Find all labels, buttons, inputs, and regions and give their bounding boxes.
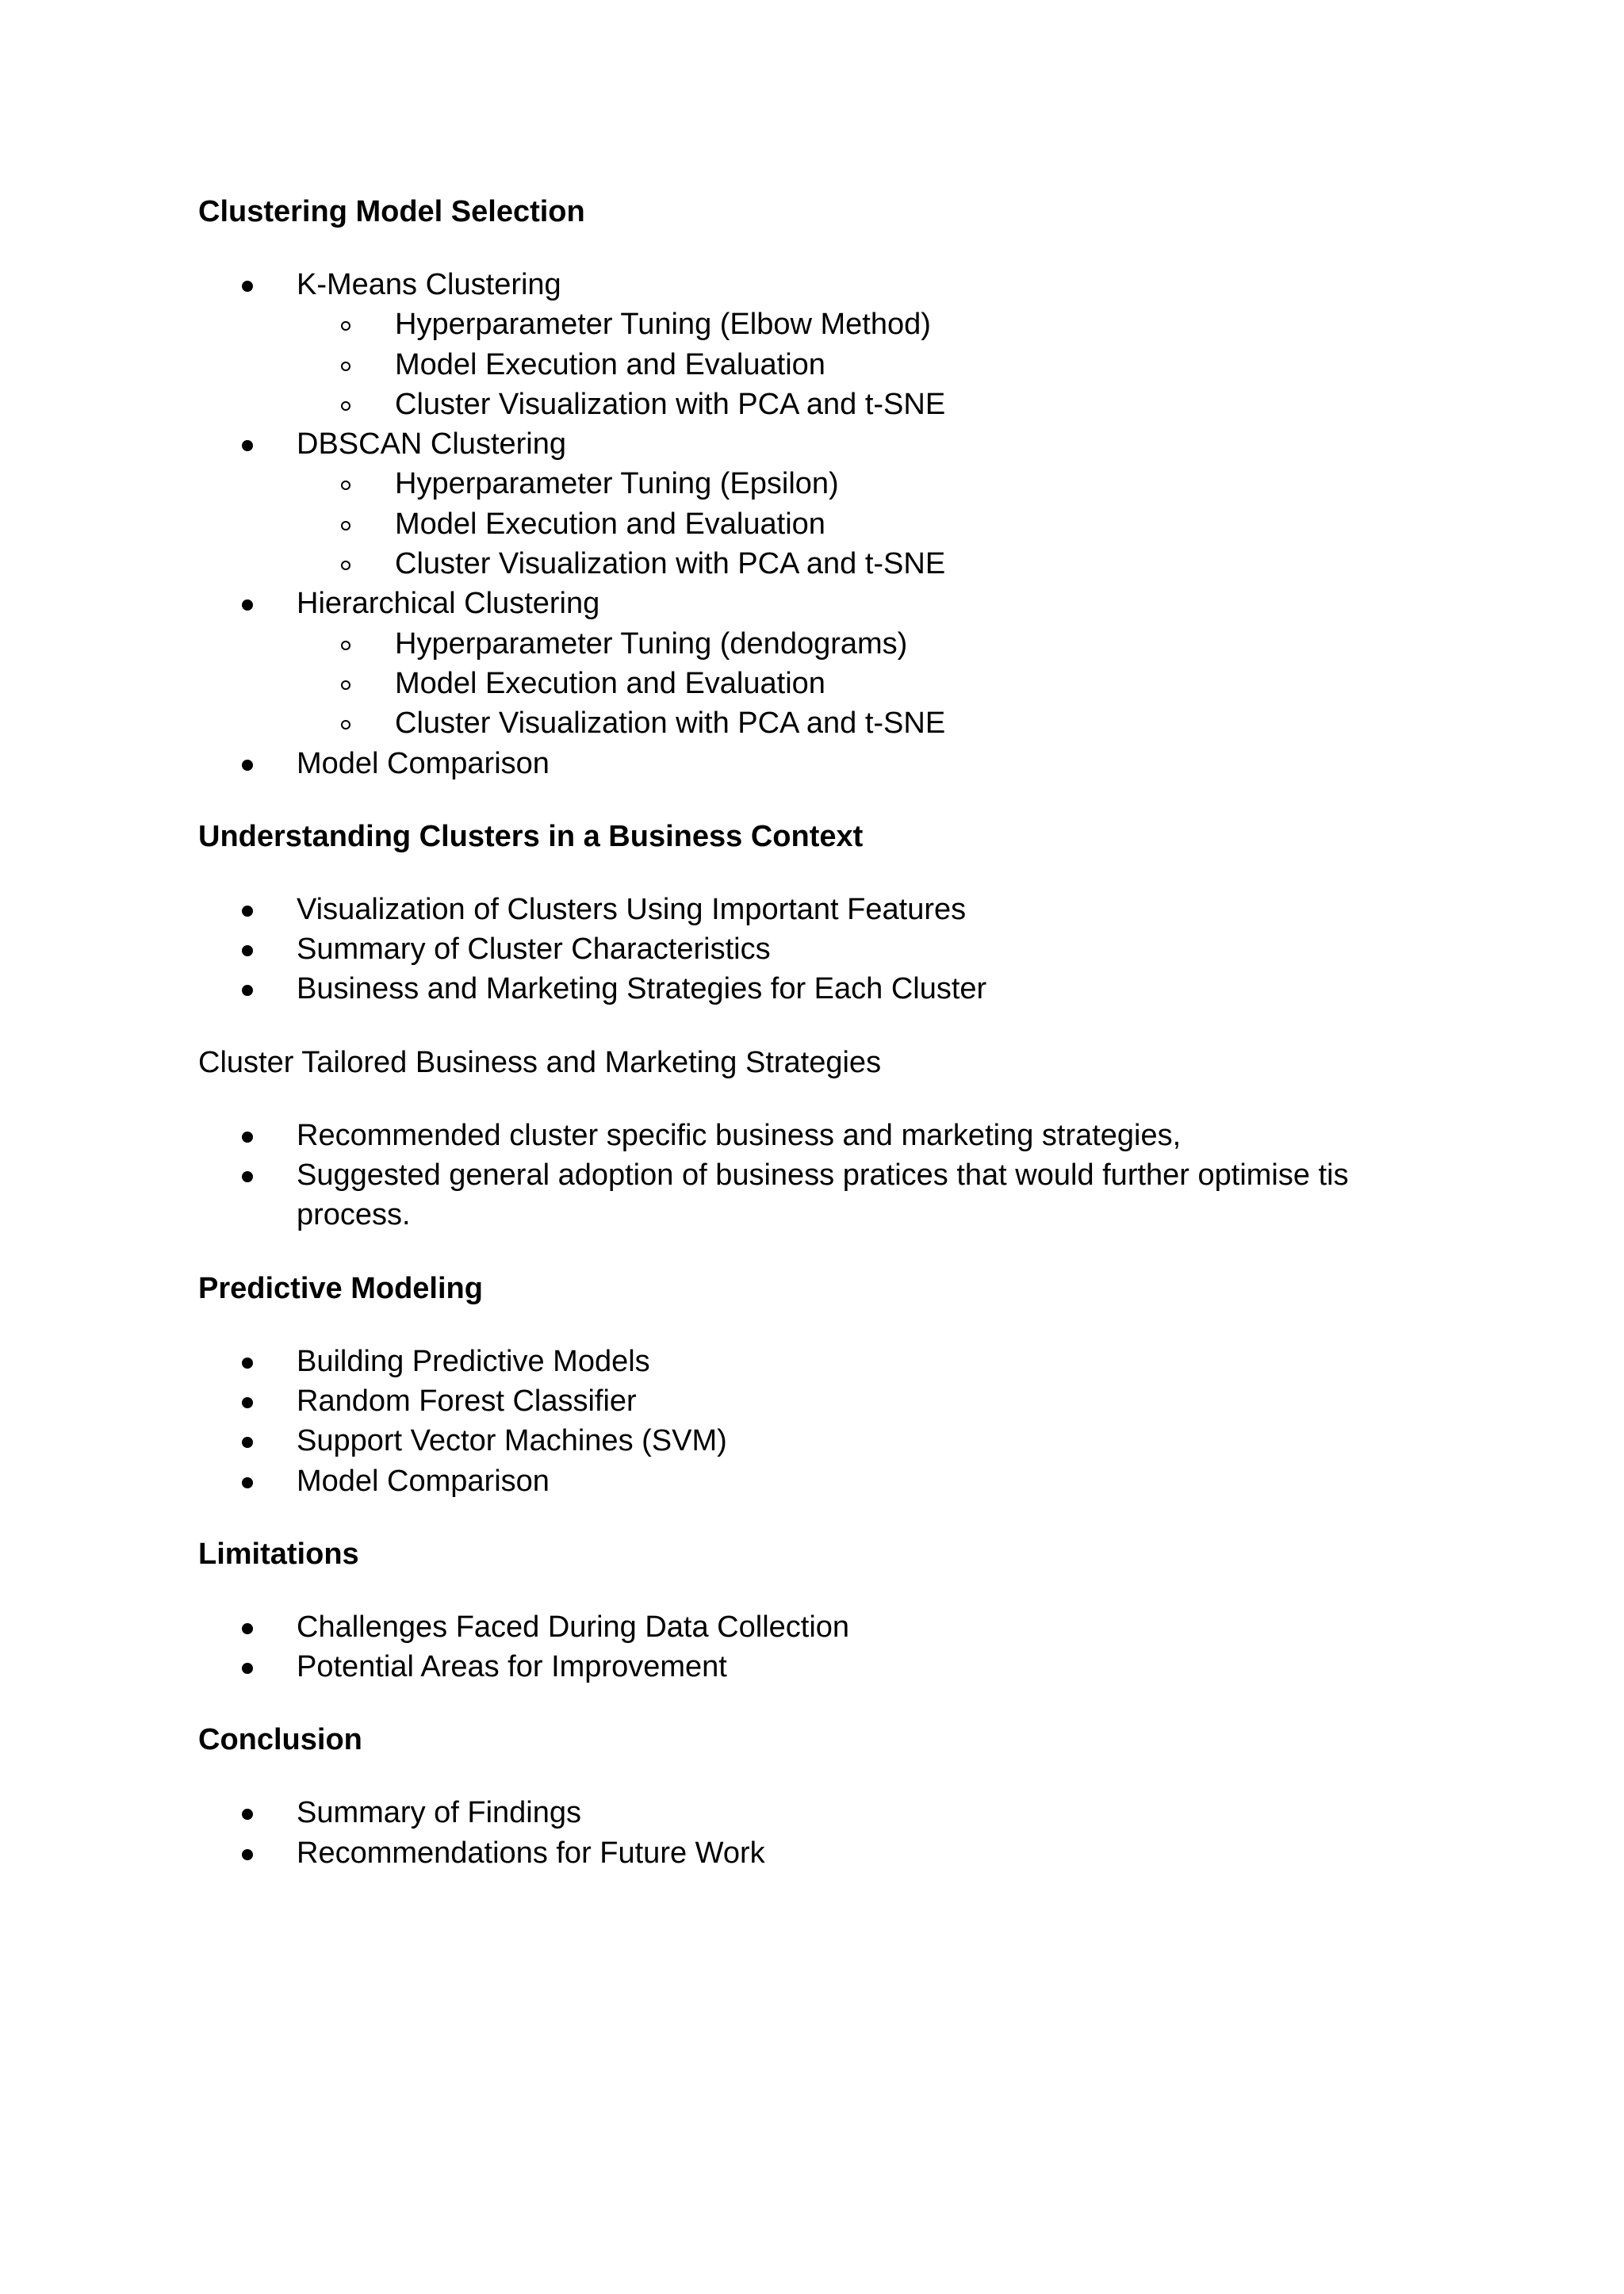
list-item: [198, 1461, 1435, 1501]
list-item-label: Challenges Faced During Data Collection: [297, 1610, 850, 1644]
document-page: [198, 192, 1435, 1906]
list-item: [198, 929, 1435, 969]
bullet-icon: [232, 1421, 263, 1461]
section-heading: Predictive Modeling: [198, 1271, 483, 1305]
list-item: [198, 584, 1435, 743]
bullet-icon: [232, 1342, 263, 1381]
hollow-bullet-icon: [330, 544, 362, 584]
list-item-label: DBSCAN Clustering: [297, 427, 566, 461]
bullet-icon: [232, 744, 263, 783]
list-item-label: Model Comparison: [297, 746, 550, 780]
list-item: [198, 1607, 1435, 1647]
list-item-label: Suggested general adoption of business pratices that would further optimise tis process.: [297, 1158, 1349, 1232]
bullet-list: [198, 265, 1435, 783]
sub-list-item: [297, 345, 1435, 385]
sub-list-item: [297, 664, 1435, 703]
sub-list-item: [297, 703, 1435, 743]
bullet-icon: [232, 424, 263, 464]
section-heading: Limitations: [198, 1537, 359, 1571]
bullet-icon: [232, 1607, 263, 1647]
sub-list-item: [297, 464, 1435, 504]
list-item-label: Model Comparison: [297, 1464, 550, 1498]
sub-list-item-label: Model Execution and Evaluation: [395, 666, 825, 700]
list-item: [198, 1793, 1435, 1833]
bullet-icon: [232, 584, 263, 623]
list-item-label: Random Forest Classifier: [297, 1384, 637, 1418]
sub-list-item-label: Cluster Visualization with PCA and t-SNE: [395, 387, 946, 421]
hollow-bullet-icon: [330, 664, 362, 703]
bullet-icon: [232, 1381, 263, 1421]
bullet-icon: [232, 929, 263, 969]
sub-list-item: [297, 544, 1435, 584]
hollow-bullet-icon: [330, 385, 362, 424]
list-item: [198, 1116, 1435, 1155]
list-item: [198, 1155, 1435, 1235]
bullet-icon: [232, 1833, 263, 1873]
list-item-label: Potential Areas for Improvement: [297, 1650, 727, 1684]
section-heading: Clustering Model Selection: [198, 195, 585, 228]
list-item: [198, 265, 1435, 424]
section-heading: Understanding Clusters in a Business Context: [198, 819, 864, 853]
sub-list-item-label: Cluster Visualization with PCA and t-SNE: [395, 547, 946, 581]
hollow-bullet-icon: [330, 304, 362, 344]
bullet-list: [198, 1116, 1435, 1235]
list-item-label: Business and Marketing Strategies for Each Cluster: [297, 972, 987, 1006]
bullet-icon: [232, 265, 263, 304]
section-heading: Conclusion: [198, 1723, 362, 1757]
list-item: [198, 969, 1435, 1009]
hollow-bullet-icon: [330, 464, 362, 504]
list-item: [198, 1833, 1435, 1873]
list-item-label: Recommended cluster specific business and marketing strategies,: [297, 1118, 1182, 1152]
sub-list-item: [297, 504, 1435, 544]
list-item: [198, 744, 1435, 783]
list-item-label: Summary of Cluster Characteristics: [297, 933, 771, 967]
bullet-list: [198, 1342, 1435, 1501]
list-item-label: Visualization of Clusters Using Important Features: [297, 892, 967, 926]
sub-list-item-label: Cluster Visualization with PCA and t-SNE: [395, 707, 946, 741]
list-item: [198, 1381, 1435, 1421]
bullet-icon: [232, 1793, 263, 1833]
bullet-icon: [232, 1116, 263, 1155]
list-item-label: Building Predictive Models: [297, 1344, 650, 1378]
sub-list-item: [297, 385, 1435, 424]
sub-list-item-label: Model Execution and Evaluation: [395, 507, 825, 541]
bullet-icon: [232, 1647, 263, 1687]
list-item: [198, 1647, 1435, 1687]
bullet-list: [198, 1607, 1435, 1687]
bullet-icon: [232, 890, 263, 929]
sub-list-item: [297, 624, 1435, 664]
sub-list-item-label: Model Execution and Evaluation: [395, 347, 825, 381]
list-item: [198, 890, 1435, 929]
list-item: [198, 1421, 1435, 1461]
bullet-icon: [232, 1155, 263, 1195]
sub-list-item: [297, 304, 1435, 344]
hollow-bullet-icon: [330, 504, 362, 544]
list-item-label: Summary of Findings: [297, 1796, 582, 1830]
bullet-icon: [232, 1461, 263, 1501]
list-item-label: K-Means Clustering: [297, 268, 561, 301]
hollow-bullet-icon: [330, 703, 362, 743]
bullet-icon: [232, 969, 263, 1009]
list-item-label: Support Vector Machines (SVM): [297, 1424, 727, 1458]
sub-bullet-list: [297, 624, 1435, 744]
list-item: [198, 1342, 1435, 1381]
list-item-label: Recommendations for Future Work: [297, 1836, 765, 1870]
bullet-list: [198, 890, 1435, 1009]
hollow-bullet-icon: [330, 345, 362, 385]
list-item: [198, 424, 1435, 584]
list-item-label: Hierarchical Clustering: [297, 587, 600, 621]
sub-list-item-label: Hyperparameter Tuning (Epsilon): [395, 467, 839, 501]
sub-bullet-list: [297, 304, 1435, 424]
hollow-bullet-icon: [330, 624, 362, 664]
section-heading: Cluster Tailored Business and Marketing Strategies: [198, 1045, 882, 1079]
sub-bullet-list: [297, 464, 1435, 584]
sub-list-item-label: Hyperparameter Tuning (dendograms): [395, 626, 908, 661]
sub-list-item-label: Hyperparameter Tuning (Elbow Method): [395, 308, 931, 342]
bullet-list: [198, 1793, 1435, 1873]
